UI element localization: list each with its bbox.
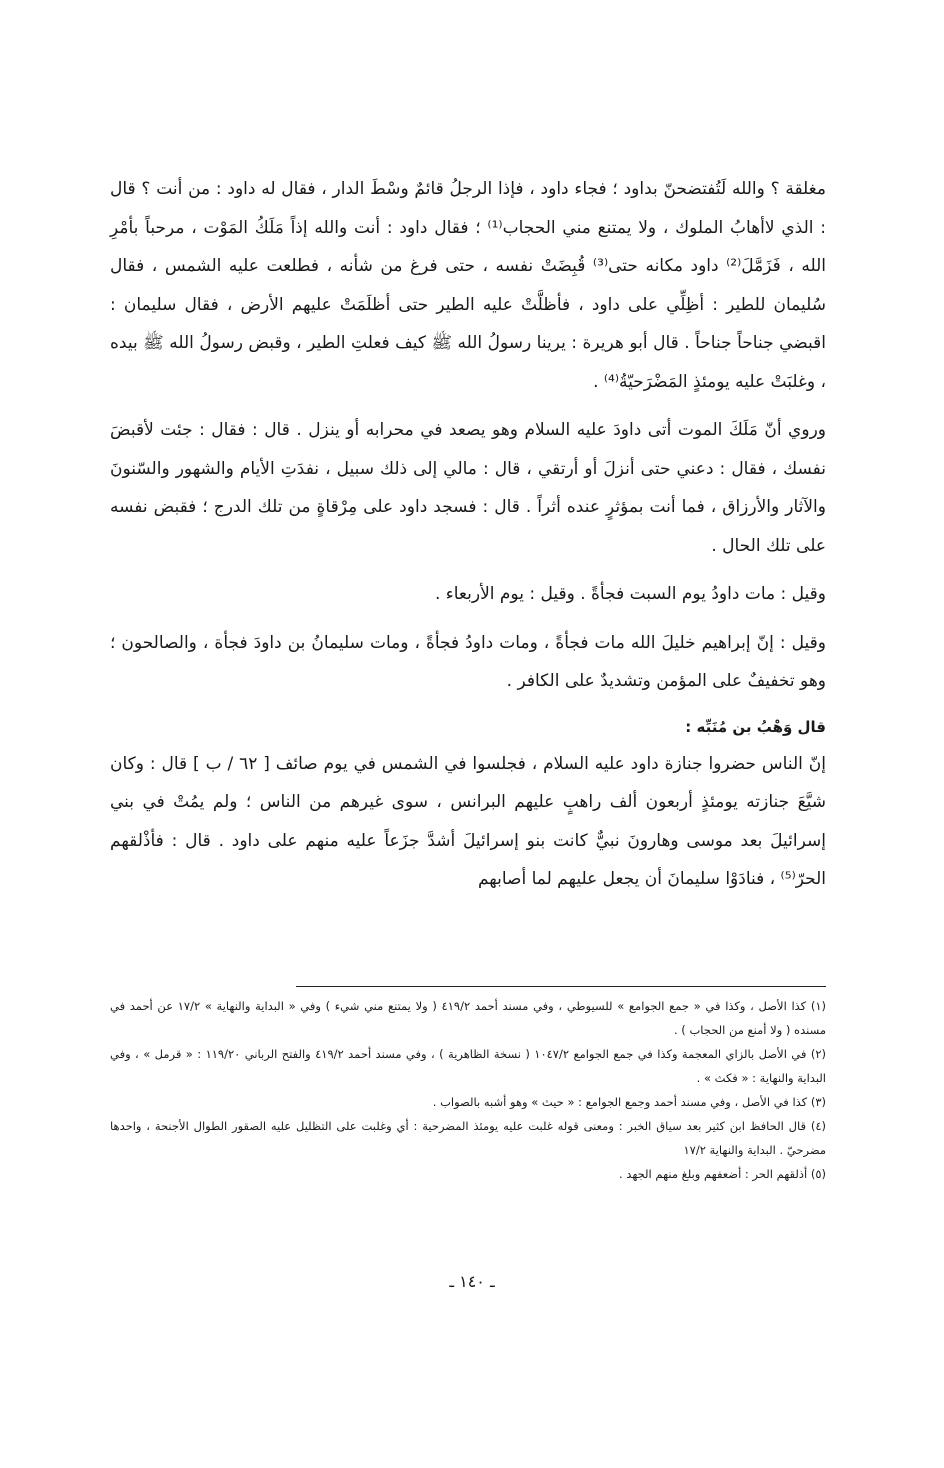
footnote-divider — [296, 986, 826, 987]
paragraph-4: وقيل : إنّ إبراهيم خليلَ الله مات فجأةً ، ومات داودُ فجأةً ، ومات سليمانُ بن داودَ فجأة ، والصالحون ؛ وهو تخفيفٌ على المؤمن وتشديدٌ على الكافر . — [110, 632, 826, 691]
paragraph-3: وقيل : مات داودُ يوم السبت فجأةً . وقيل : يوم الأربعاء . — [434, 584, 826, 604]
footnote-2: (٢) في الأصل بالزاي المعجمة وكذا في جمع الجوامع ١٠٤٧/٢ ( نسخة الظاهرية ) ، وفي مسند أحمد ٤١٩/٢ والفتح الرباني ١١٩/٢٠ : « قرمل » ، وفي البداية والنهاية : « فكث » . — [110, 1047, 826, 1085]
page-number: ـ ١٤٠ ـ — [449, 1272, 495, 1291]
footnote-4: (٤) قال الحافظ ابن كثير بعد سياق الخبر : ومعنى قوله غلبت عليه يومئذ المضرحية : أي وغلبت على التظليل عليه الصقور الطوال الأجنحة ، واحدها مضرحيّ . البداية والنهاية ١٧/٢ — [110, 1119, 826, 1157]
footnote-1: (١) كذا الأصل ، وكذا في « جمع الجوامع » للسيوطي ، وفي مسند أحمد ٤١٩/٢ ( ولا يمتنع مني شيء ) وفي « البداية والنهاية » ١٧/٢ عن أحمد في مسنده ( ولا أمنع من الحجاب ) . — [110, 999, 827, 1037]
paragraph-1: مغلقة ؟ والله لَتُفتضحنّ بداود ؛ فجاء داود ، فإذا الرجلُ قائمٌ وسْطَ الدار ، فقال له داود : من أنت ؟ قال : الذي لاأهابُ الملوك ، ولا يمتنع مني الحجاب⁽¹⁾ ؛ فقال داود : أنت والله إذاً مَلَكُ المَوْت ، مرحباً بأمْرِ الله ، فَزَمَّلَ⁽²⁾ داود مكانه حتى⁽³⁾ قُبِضَتْ نفسه ، حتى فرغ من شأنه ، فطلعت عليه الشمس ، فقال سُليمان للطير : أظِلِّي على داود ، فأظلَّتْ عليه الطير حتى أظلَمَتْ عليهم الأرض ، فقال سليمان : اقبضي جناحاً جناحاً . قال أبو هريرة : يرينا رسولُ الله ﷺ كيف فعلتِ الطير ، وقبض رسولُ الله ﷺ بيده ، وغلبَتْ عليه يومئذٍ المَضْرَحيّةُ⁽⁴⁾ . — [110, 179, 826, 392]
paragraph-2: وروي أنّ مَلَكَ الموت أتى داودَ عليه السلام وهو يصعد في محرابه أو ينزل . قال : فقال : جئت لأقبضَ نفسك ، فقال : دعني حتى أنزلَ أو أرتقي ، قال : مالي إلى ذلك سبيل ، نفدَتِ الأيام والشهور والسّنونَ والآثار والأرزاق ، فما أنت بمؤثرٍ عنده أثراً . قال : فسجد داود على مِرْقاةٍ من تلك الدرج ؛ فقبض نفسه على تلك الحال . — [110, 420, 826, 556]
main-text-block — [110, 170, 826, 899]
paragraph-5: إنّ الناس حضروا جنازة داود عليه السلام ، فجلسوا في الشمس في يوم صائف [ ٦٢ / ب ] قال : وكان شيَّعَ جنازته يومئذٍ أربعون ألف راهبٍ عليهم البرانس ، سوى غيرهم من الناس ؛ ولم يمُتْ في بني إسرائيلَ بعد موسى وهارونَ نبيٌّ كانت بنو إسرائيلَ أشدَّ جزَعاً عليه منهم على داود . قال : فأذْلقهم الحرّ⁽⁵⁾ ، فنادَوْا سليمانَ أن يجعل عليهم لما أصابهم — [110, 753, 827, 889]
footnote-5: (٥) أذلقهم الحر : أضعفهم وبلغ منهم الجهد . — [618, 1167, 826, 1181]
footnote-3: (٣) كذا في الأصل ، وفي مسند أحمد وجمع الجوامع : « حيث » وهو أشبه بالصواب . — [432, 1095, 826, 1109]
section-heading: قال وَهْبُ بن مُنَبِّه : — [685, 717, 826, 736]
footnotes-block — [110, 994, 826, 1186]
